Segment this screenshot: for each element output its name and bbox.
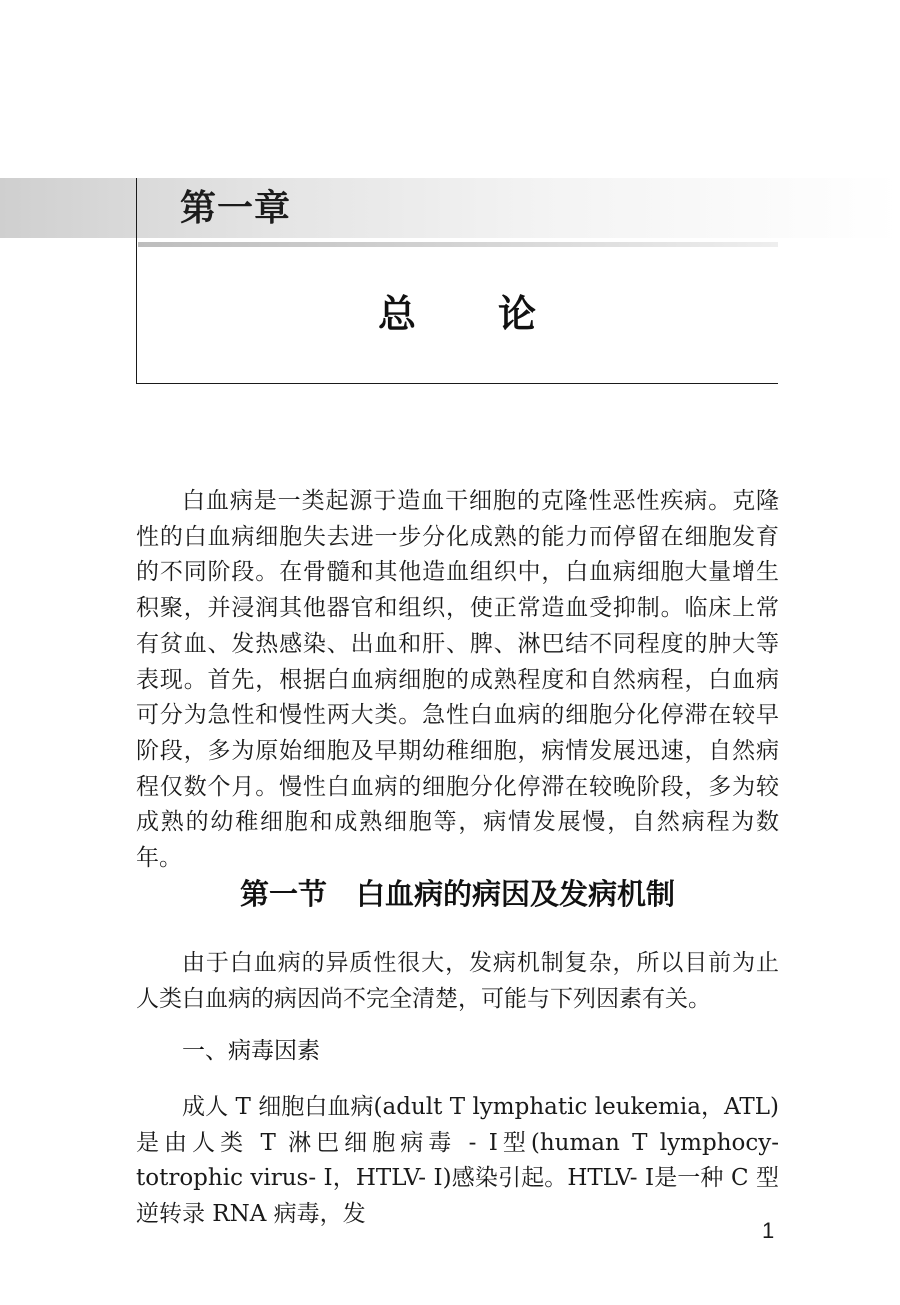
intro-paragraph: 白血病是一类起源于造血干细胞的克隆性恶性疾病。克隆性的白血病细胞失去进一步分化成熟的能力而停留在细胞发育的不同阶段。在骨髓和其他造血组织中，白血病细胞大量增生积聚，并浸润其他器官和组织，使正常造血受抑制。临床上常有贫血、发热感染、出血和肝、脾、淋巴结不同程度的肿大等表现。首先，根据白血病细胞的成熟程度和自然病程，白血病可分为急性和慢性两大类。急性白血病的细胞分化停滞在较早阶段，多为原始细胞及早期幼稚细胞，病情发展迅速，自然病程仅数个月。慢性白血病的细胞分化停滞在较晚阶段，多为较成熟的幼稚细胞和成熟细胞等，病情发展慢，自然病程为数年。 xyxy=(136,488,779,872)
chapter-frame-bottom-rule xyxy=(136,383,778,384)
chapter-number: 第一章 xyxy=(180,187,292,229)
page-number: 1 xyxy=(762,1218,775,1243)
chapter-title-char-1: 总 xyxy=(377,292,416,336)
section-title: 第一节 白血病的病因及发病机制 xyxy=(239,877,675,911)
subsection-title: 一、病毒因素 xyxy=(182,1038,320,1064)
chapter-title xyxy=(136,290,778,338)
section-paragraph: 由于白血病的异质性很大，发病机制复杂，所以目前为止人类白血病的病因尚不完全清楚，可能与下列因素有关。 xyxy=(136,950,779,1012)
chapter-frame-left-rule xyxy=(136,178,137,384)
chapter-header-band xyxy=(0,178,900,238)
chapter-title-char-2: 论 xyxy=(498,292,537,336)
chapter-divider-rule xyxy=(138,242,778,247)
subsection-paragraph: 成人 T 细胞白血病(adult T lymphatic leukemia，ATL)是由人类 T 淋巴细胞病毒 - Ⅰ型(human T lymphocy-totrophic virus- Ⅰ，HTLV- Ⅰ)感染引起。HTLV- Ⅰ是一种 C 型逆转录 RNA 病毒，发 xyxy=(136,1094,779,1228)
